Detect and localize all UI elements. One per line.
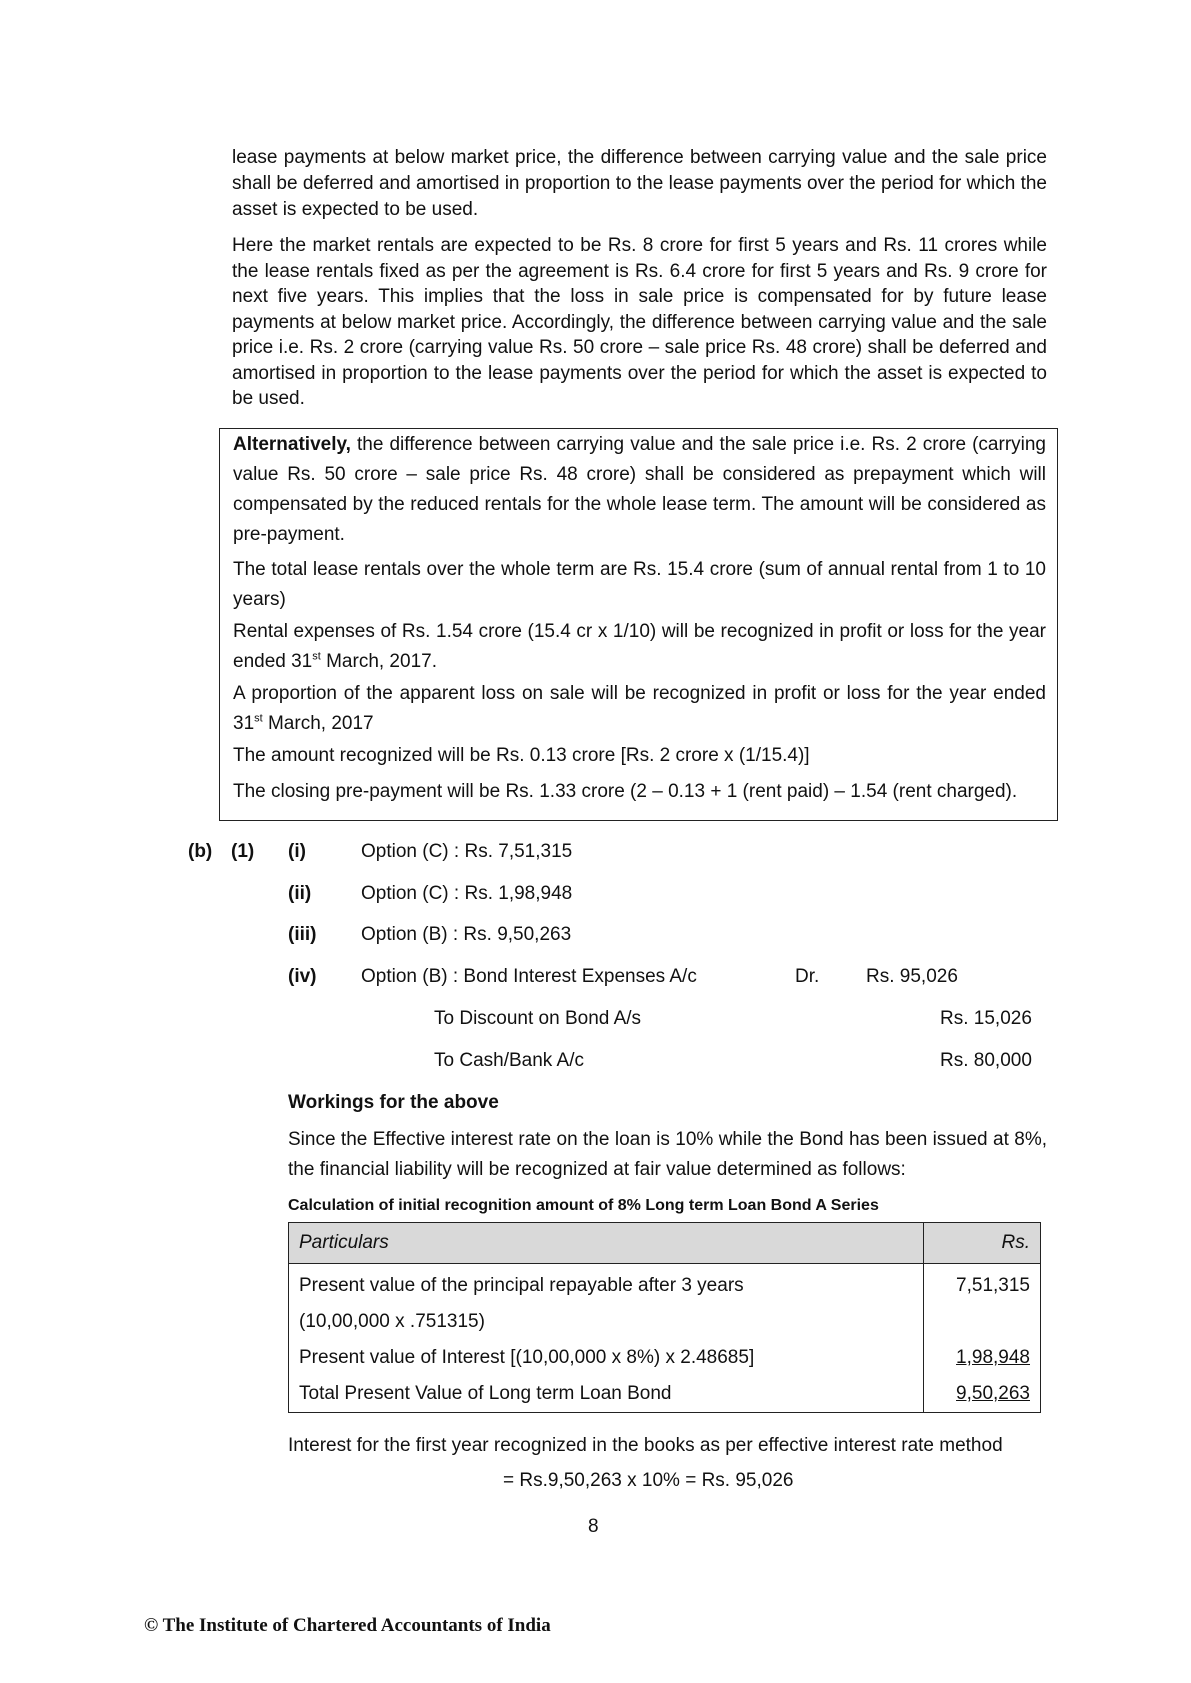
footer-copyright: © The Institute of Chartered Accountants of India — [144, 1615, 551, 1636]
workings-heading: Workings for the above — [288, 1092, 499, 1113]
item-ii-number: (ii) — [288, 883, 312, 904]
item-iii-number: (iii) — [288, 924, 317, 945]
item-iii-text: Option (B) : Rs. 9,50,263 — [361, 924, 572, 945]
item-iv-number: (iv) — [288, 966, 317, 987]
table-row: Total Present Value of Long term Loan Bond 9,50,263 — [289, 1376, 1041, 1413]
journal-discount-text: To Discount on Bond A/s — [434, 1008, 642, 1029]
interest-calculation: = Rs.9,50,263 x 10% = Rs. 95,026 — [503, 1470, 794, 1491]
amount-recognized-paragraph: The amount recognized will be Rs. 0.13 crore [Rs. 2 crore x (1/15.4)] — [233, 745, 810, 766]
rental-expenses-paragraph: Rental expenses of Rs. 1.54 crore (15.4 cr x 1/10) will be recognized in profit or loss for the year ended 31st March, 2017. — [233, 621, 1046, 672]
label-b: (b) — [188, 841, 213, 862]
item-i-text: Option (C) : Rs. 7,51,315 — [361, 841, 573, 862]
calculation-table — [288, 1222, 1041, 1413]
interest-line: Interest for the first year recognized in the books as per effective interest rate method — [288, 1435, 1003, 1456]
paragraph-market-rentals: Here the market rentals are expected to be Rs. 8 crore for first 5 years and Rs. 11 crores while the lease rentals fixed as per the agreement is Rs. 6.4 crore for first 5 years and Rs. 9 crore for next five years. This implies that the loss in sale price is compensated for by future lease payments at below market price. Accordingly, the difference between carrying value and the sale price i.e. Rs. 2 crore (carrying value Rs. 50 crore – sale price Rs. 48 crore) shall be deferred and amortised in proportion to the lease payments over the period for which the asset is expected to be used. — [232, 235, 1047, 409]
label-1: (1) — [231, 841, 255, 862]
item-ii-text: Option (C) : Rs. 1,98,948 — [361, 883, 573, 904]
table-header-particulars: Particulars — [289, 1223, 924, 1264]
paragraph-lease-payments: lease payments at below market price, the difference between carrying value and the sale price shall be deferred and amortised in proportion to the lease payments over the period for which the asset is expected to be used. — [232, 147, 1047, 220]
apparent-loss-paragraph: A proportion of the apparent loss on sale will be recognized in profit or loss for the year ended 31st March, 2017 — [233, 683, 1046, 734]
table-title: Calculation of initial recognition amount of 8% Long term Loan Bond A Series — [288, 1197, 879, 1214]
alternatively-label: Alternatively, — [233, 434, 351, 455]
page-number: 8 — [588, 1516, 599, 1537]
closing-prepayment-paragraph: The closing pre-payment will be Rs. 1.33 crore (2 – 0.13 + 1 (rent paid) – 1.54 (rent charged). — [233, 781, 1018, 802]
table-row: (10,00,000 x .751315) — [289, 1304, 1041, 1340]
alternative-box — [219, 428, 1058, 821]
alternatively-text: the difference between carrying value and the sale price i.e. Rs. 2 crore (carrying value Rs. 50 crore – sale price Rs. 48 crore) shall be considered as prepayment which will compensated by the reduced rentals for the whole lease term. The amount will be considered as pre-payment. — [233, 434, 1046, 545]
alternative-paragraph — [233, 430, 1046, 550]
journal-discount-amount: Rs. 15,026 — [940, 1008, 1032, 1029]
total-rentals-paragraph: The total lease rentals over the whole term are Rs. 15.4 crore (sum of annual rental from 1 to 10 years) — [233, 559, 1046, 610]
item-iv-amount: Rs. 95,026 — [866, 966, 958, 987]
journal-cash-text: To Cash/Bank A/c — [434, 1050, 584, 1071]
item-i-number: (i) — [288, 841, 306, 862]
table-header-row — [289, 1223, 1041, 1264]
item-iv-dr: Dr. — [795, 966, 820, 987]
table-header-rs: Rs. — [924, 1223, 1041, 1264]
table-row: Present value of the principal repayable after 3 years 7,51,315 — [289, 1264, 1041, 1305]
journal-cash-amount: Rs. 80,000 — [940, 1050, 1032, 1071]
table-row: Present value of Interest [(10,00,000 x 8%) x 2.48685] 1,98,948 — [289, 1340, 1041, 1376]
workings-intro: Since the Effective interest rate on the loan is 10% while the Bond has been issued at 8%, the financial liability will be recognized at fair value determined as follows: — [288, 1129, 1047, 1180]
item-iv-text: Option (B) : Bond Interest Expenses A/c — [361, 966, 697, 987]
